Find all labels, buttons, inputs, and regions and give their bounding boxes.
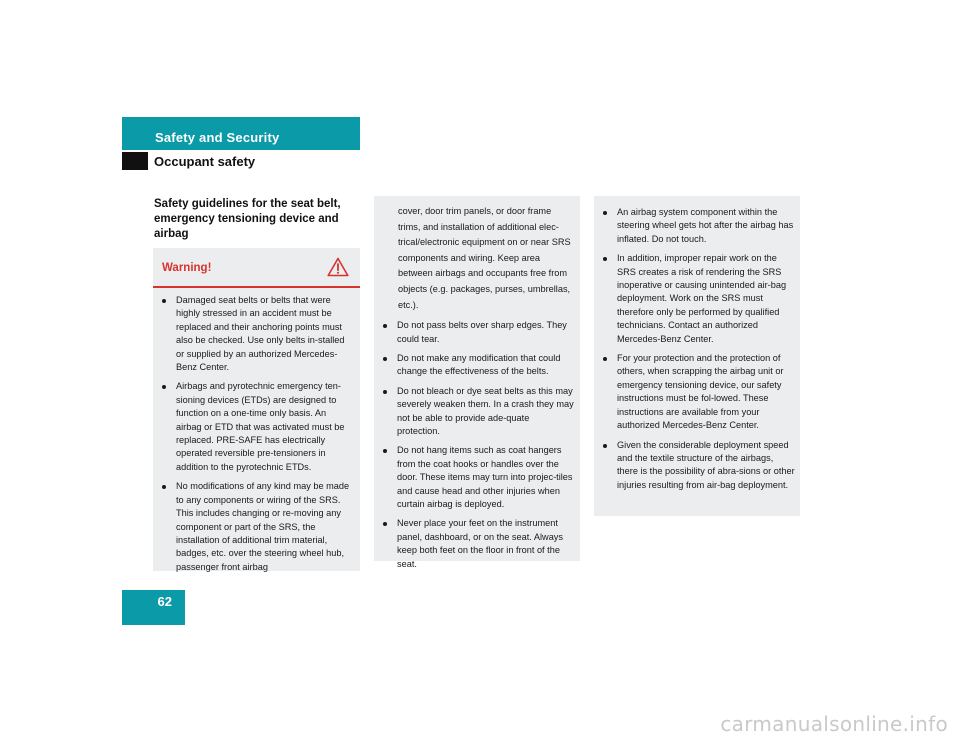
warning-triangle-icon bbox=[327, 257, 349, 277]
middle-list bbox=[374, 319, 580, 571]
watermark: carmanualsonline.info bbox=[720, 712, 948, 736]
list-item: Airbags and pyrotechnic emergency ten-sioning devices (ETDs) are designed to function on a one-time only basis. An airbag or ETD that was activated must be replaced. PRE-SAFE has electrically operated reversible pre-tensioners in addition to the pyrotechnic ETDs. bbox=[153, 380, 354, 474]
list-item: Given the considerable deployment speed and the textile structure of the airbags, there is the possibility of abra-sions or other injuries resulting from air-bag deployment. bbox=[594, 439, 796, 493]
list-item: Never place your feet on the instrument panel, dashboard, or on the seat. Always keep both feet on the floor in front of the seat. bbox=[374, 517, 574, 571]
list-item: Do not pass belts over sharp edges. They could tear. bbox=[374, 319, 574, 346]
warning-list bbox=[153, 288, 360, 574]
list-item: In addition, improper repair work on the SRS creates a risk of rendering the SRS inoperative or causing unintended air-bag deployment. Work on the SRS must therefore only be performed by qualified technicians. Contact an authorized Mercedes-Benz Center. bbox=[594, 252, 796, 346]
section-title: Safety and Security bbox=[155, 130, 280, 145]
warning-label: Warning! bbox=[162, 262, 212, 274]
list-item: An airbag system component within the steering wheel gets hot after the airbag has inflated. Do not touch. bbox=[594, 206, 796, 246]
list-item: Do not make any modification that could change the effectiveness of the belts. bbox=[374, 352, 574, 379]
section-header-bar bbox=[122, 117, 360, 150]
warning-header bbox=[153, 248, 360, 288]
list-item: No modifications of any kind may be made to any components or wiring of the SRS. This includes changing or re-moving any component or part of the SRS, the installation of additional trim material, badges, etc. over the steering wheel hub, passenger front airbag bbox=[153, 480, 354, 574]
guidelines-heading: Safety guidelines for the seat belt, emergency tensioning device and airbag bbox=[154, 198, 341, 240]
middle-panel bbox=[374, 196, 580, 569]
right-panel bbox=[594, 196, 800, 516]
warning-panel bbox=[153, 248, 360, 571]
right-list bbox=[594, 196, 800, 492]
list-item: For your protection and the protection of others, when scrapping the airbag unit or emergency tensioning device, our safety instructions must be fol-lowed. These instructions are available from your authorized Mercedes-Benz Center. bbox=[594, 352, 796, 432]
subsection-title: Occupant safety bbox=[154, 154, 256, 169]
page-number-box bbox=[122, 590, 185, 625]
continuation-text: cover, door trim panels, or door frame trims, and installation of additional elec-trical/electronic equipment on or near SRS components and wiring. Keep area between airbags and occupants free from objects (e.g. packages, purses, umbrellas, etc.). bbox=[398, 206, 571, 310]
list-item: Do not hang items such as coat hangers from the coat hooks or handles over the door. These items may turn into projec-tiles and cause head and other injuries when curtain airbag is deployed. bbox=[374, 444, 574, 511]
list-item: Do not bleach or dye seat belts as this may severely weaken them. In a crash they may not be able to provide ade-quate protection. bbox=[374, 385, 574, 439]
list-item: Damaged seat belts or belts that were highly stressed in an accident must be replaced and their anchoring points must also be checked. Use only belts in-stalled or supplied by an authorized Mercedes-Benz Center. bbox=[153, 294, 354, 374]
section-marker bbox=[122, 152, 148, 170]
page-number: 62 bbox=[157, 594, 172, 609]
